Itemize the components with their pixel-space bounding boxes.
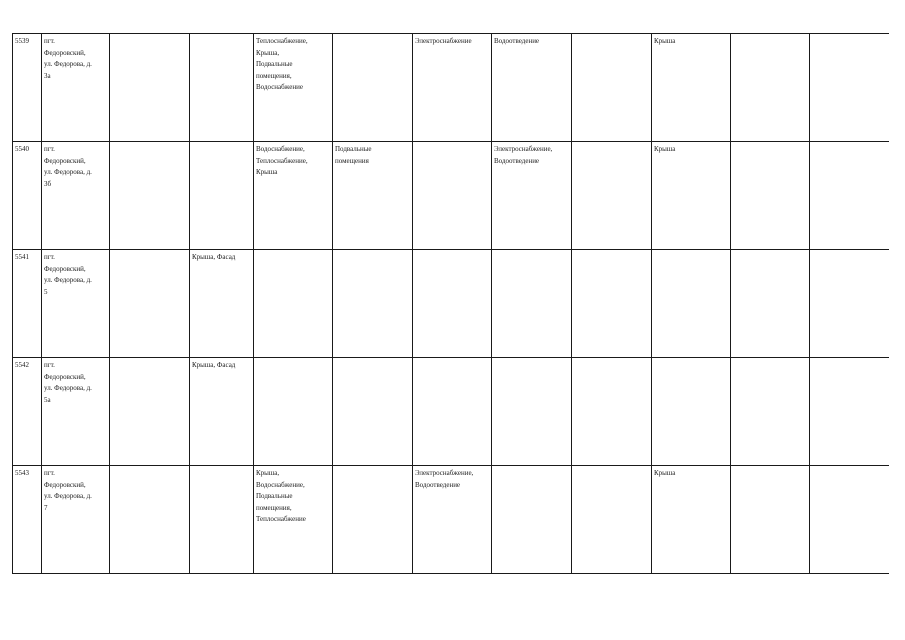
work-column-10: Крыша: [652, 142, 731, 250]
work-column-8: [492, 358, 572, 466]
address-cell: пгт. Федоровский, ул. Федорова, д. 3а: [42, 34, 110, 142]
work-column-12: [810, 358, 889, 466]
work-column-12: [810, 250, 889, 358]
work-column-4: [190, 466, 254, 574]
work-column-6: Подвальные помещения: [333, 142, 413, 250]
work-column-7: Электроснабжение, Водоотведение: [413, 466, 492, 574]
work-column-6: [333, 34, 413, 142]
work-column-12: [810, 142, 889, 250]
work-column-8: [492, 466, 572, 574]
row-number: 5539: [13, 34, 42, 142]
table-row: [13, 466, 889, 574]
work-column-4: Крыша, Фасад: [190, 250, 254, 358]
address-cell: пгт. Федоровский, ул. Федорова, д. 5а: [42, 358, 110, 466]
work-column-5: Водоснабжение, Теплоснабжение, Крыша: [254, 142, 333, 250]
work-column-8: Электроснабжение, Водоотведение: [492, 142, 572, 250]
table-row: [13, 142, 889, 250]
work-column-8: Водоотведение: [492, 34, 572, 142]
work-column-11: [731, 250, 810, 358]
work-column-4: [190, 34, 254, 142]
address-cell: пгт. Федоровский, ул. Федорова, д. 3б: [42, 142, 110, 250]
address-cell: пгт. Федоровский, ул. Федорова, д. 5: [42, 250, 110, 358]
work-column-6: [333, 250, 413, 358]
work-column-3: [110, 358, 190, 466]
row-number: 5540: [13, 142, 42, 250]
row-number: 5542: [13, 358, 42, 466]
work-column-5: Теплоснабжение, Крыша, Подвальные помещения, Водоснабжение: [254, 34, 333, 142]
work-column-11: [731, 142, 810, 250]
work-column-3: [110, 250, 190, 358]
work-column-11: [731, 466, 810, 574]
work-column-5: Крыша, Водоснабжение, Подвальные помещения, Теплоснабжение: [254, 466, 333, 574]
work-column-10: Крыша: [652, 34, 731, 142]
work-column-4: [190, 142, 254, 250]
work-column-7: [413, 250, 492, 358]
work-column-11: [731, 34, 810, 142]
work-column-12: [810, 34, 889, 142]
row-number: 5541: [13, 250, 42, 358]
work-column-10: [652, 358, 731, 466]
work-column-6: [333, 358, 413, 466]
work-column-7: [413, 358, 492, 466]
work-column-6: [333, 466, 413, 574]
work-column-3: [110, 466, 190, 574]
work-column-9: [572, 142, 652, 250]
work-column-12: [810, 466, 889, 574]
work-column-7: Электроснабжение: [413, 34, 492, 142]
address-cell: пгт. Федоровский, ул. Федорова, д. 7: [42, 466, 110, 574]
work-column-4: Крыша, Фасад: [190, 358, 254, 466]
work-column-7: [413, 142, 492, 250]
work-column-9: [572, 466, 652, 574]
work-column-9: [572, 250, 652, 358]
work-column-9: [572, 34, 652, 142]
row-number: 5543: [13, 466, 42, 574]
work-column-11: [731, 358, 810, 466]
table-row: [13, 358, 889, 466]
work-column-8: [492, 250, 572, 358]
work-column-10: [652, 250, 731, 358]
work-column-3: [110, 34, 190, 142]
work-column-5: [254, 250, 333, 358]
repair-schedule-table: [12, 33, 889, 574]
table-row: [13, 34, 889, 142]
work-column-9: [572, 358, 652, 466]
table-row: [13, 250, 889, 358]
work-column-3: [110, 142, 190, 250]
work-column-5: [254, 358, 333, 466]
work-column-10: Крыша: [652, 466, 731, 574]
